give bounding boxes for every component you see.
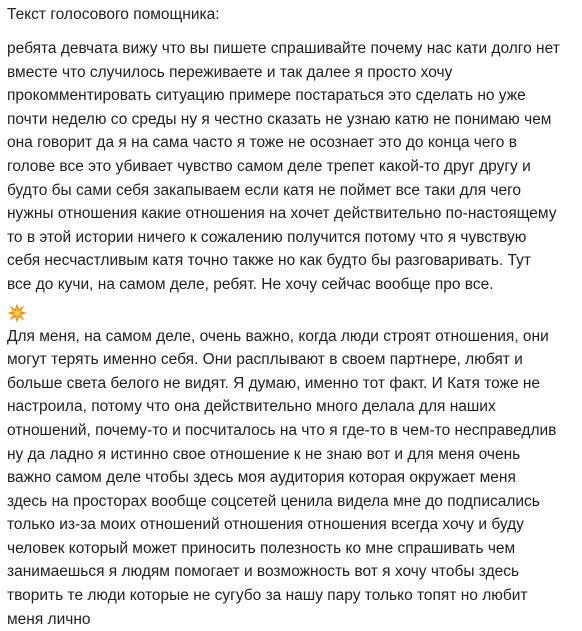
- text-line: человек который может приносить полезность ко мне спрашивать чем: [7, 539, 516, 557]
- text-line: голове все это убивает чувство самом деле трепет какой-то друг другу и: [7, 157, 531, 175]
- text-line: настроила, потому что она действительно много делала для наших: [7, 398, 496, 416]
- text-line: Для меня, на самом деле, очень важно, когда люди строят отношения, они: [7, 327, 549, 345]
- text-line: могут терять именно себя. Они расплывают в своем партнере, любят и: [7, 351, 523, 369]
- paragraph-1: [7, 37, 576, 297]
- text-line: то в этой истории ничего к сожалению получится потому что я чувствую: [7, 228, 527, 246]
- text-line: себя несчастливым катя точно также но как будто бы разговаривать. Тут: [7, 252, 531, 270]
- document-heading: Текст голосового помощника:: [7, 6, 220, 23]
- text-line: творить те люди которые не сугубо за нашу пару только топят но любит: [7, 587, 528, 605]
- text-line: ну да ладно я истинно свое отношение к не знаю вот и для меня очень: [7, 445, 521, 463]
- text-line: отношений, почему-то и посчиталось на что я где-то в чем-то несправедлив: [7, 421, 557, 439]
- text-line: вместе что случилось переживаете и так далее я просто хочу: [7, 63, 453, 81]
- text-line: только из-за моих отношений отношения отношения всегда хочу и буду: [7, 516, 524, 534]
- text-line: больше света белого не видят. Я думаю, именно тот факт. И Катя тоже не: [7, 374, 541, 392]
- text-line: почти неделю со среды ну я честно сказать не узнаю катю не понимаю чем: [7, 110, 552, 128]
- text-line: она говорит да я на сама часто я тоже не осознает это до конца чего в: [7, 134, 517, 152]
- text-line: все до кучи, на самом деле, ребят. Не хочу сейчас вообще про все.: [7, 275, 494, 293]
- text-line: ребята девчата вижу что вы пишете спрашивайте почему нас кати долго нет: [7, 40, 560, 57]
- paragraph-2: [7, 325, 576, 631]
- text-line: нужны отношения какие отношения на хочет действительно по-настоящему: [7, 205, 557, 223]
- text-line: будто бы сами себя закапываем если катя не поймет все таки для чего: [7, 181, 522, 199]
- text-line: важно самом деле чтобы здесь моя аудитория которая окружает меня: [7, 469, 516, 487]
- collision-emoji-icon: [7, 303, 27, 323]
- text-line: здесь на просторах вообще соцсетей ценила видела мне до подписались: [7, 492, 540, 510]
- text-line: меня лично: [7, 610, 91, 628]
- text-line: занимаешься я людям помогает и возможность вот я хочу чтобы здесь: [7, 563, 520, 581]
- text-line: прокомментировать ситуацию примере постараться это сделать но уже: [7, 87, 526, 105]
